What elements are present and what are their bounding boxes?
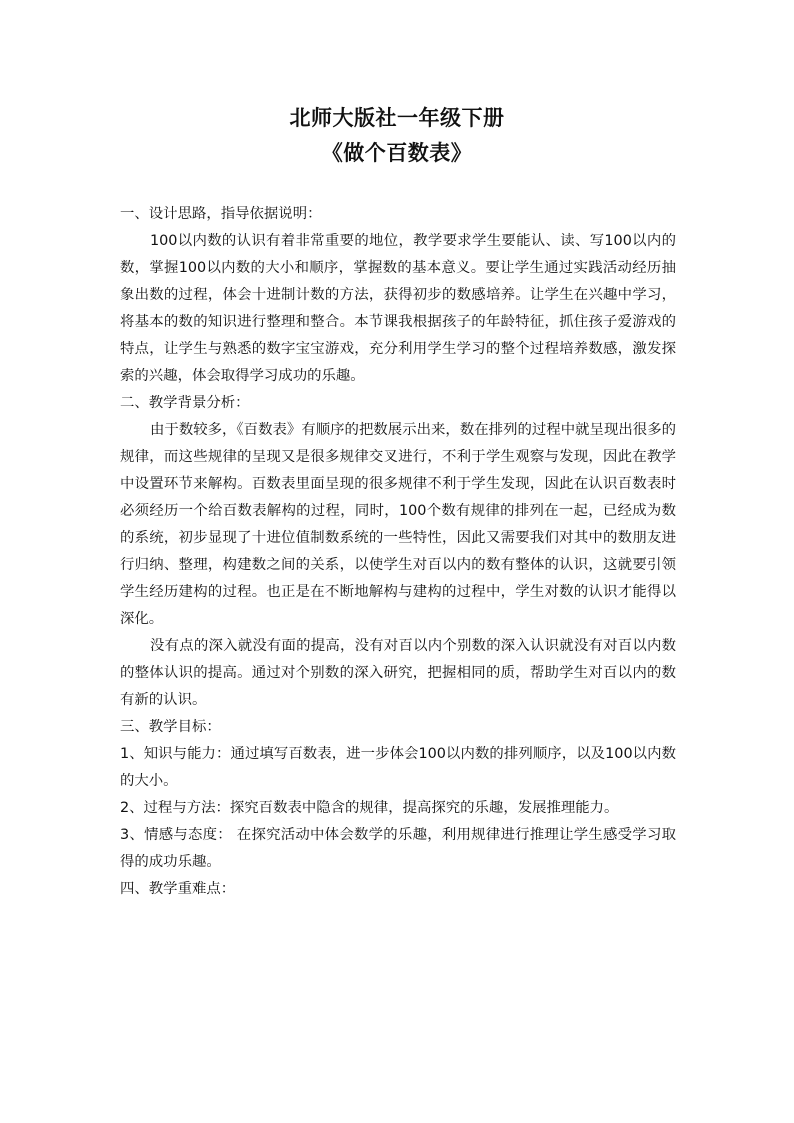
- document-title: 北师大版社一年级下册: [289, 106, 505, 130]
- document-body: [120, 201, 676, 903]
- lesson-title: 《做个百数表》: [321, 141, 473, 165]
- objective-process: 2、过程与方法：探究百数表中隐含的规律，提高探究的乐趣，发展推理能力。: [120, 800, 619, 816]
- section-3-heading: 三、教学目标：: [120, 719, 221, 735]
- section-2-paragraph-1: 由于数较多，《百数表》有顺序的把数展示出来，数在排列的过程中就呈现出很多的规律，而这些规律的呈现又是很多规律交叉进行，不利于学生观察与发现，因此在教学中设置环节来解构。百数表里面呈现的很多规律不利于学生发现，因此在认识百数表时必须经历一个给百数表解构的过程，同时，100个数有规律的排列在一起，已经成为数的系统，初步显现了十进位值制数系统的一些特性，因此又需要我们对其中的数朋友进行归纳、整理，构建数之间的关系，以使学生对百以内的数有整体的认识，这就要引领学生经历建构的过程。也正是在不断地解构与建构的过程中，学生对数的认识才能得以深化。: [120, 422, 676, 627]
- objective-attitude: 3、情感与态度： 在探究活动中体会数学的乐趣，利用规律进行推理让学生感受学习取得的成功乐趣。: [120, 827, 676, 870]
- objective-knowledge: 1、知识与能力：通过填写百数表，进一步体会100以内数的排列顺序，以及100以内数的大小。: [120, 746, 676, 789]
- section-1-heading: 一、设计思路，指导依据说明：: [120, 206, 322, 222]
- section-4-heading: 四、教学重难点：: [120, 881, 236, 897]
- section-1-paragraph: 100以内数的认识有着非常重要的地位，教学要求学生要能认、读、写100以内的数，掌握100以内数的大小和顺序，掌握数的基本意义。要让学生通过实践活动经历抽象出数的过程，体会十进制计数的方法，获得初步的数感培养。让学生在兴趣中学习，将基本的数的知识进行整理和整合。本节课我根据孩子的年龄特征，抓住孩子爱游戏的特点，让学生与熟悉的数字宝宝游戏，充分利用学生学习的整个过程培养数感，激发探索的兴趣，体会取得学习成功的乐趣。: [120, 233, 676, 384]
- section-2-heading: 二、教学背景分析：: [120, 395, 250, 411]
- section-2-paragraph-2: 没有点的深入就没有面的提高，没有对百以内个别数的深入认识就没有对百以内数的整体认识的提高。通过对个别数的深入研究，把握相同的质，帮助学生对百以内的数有新的认识。: [120, 638, 676, 708]
